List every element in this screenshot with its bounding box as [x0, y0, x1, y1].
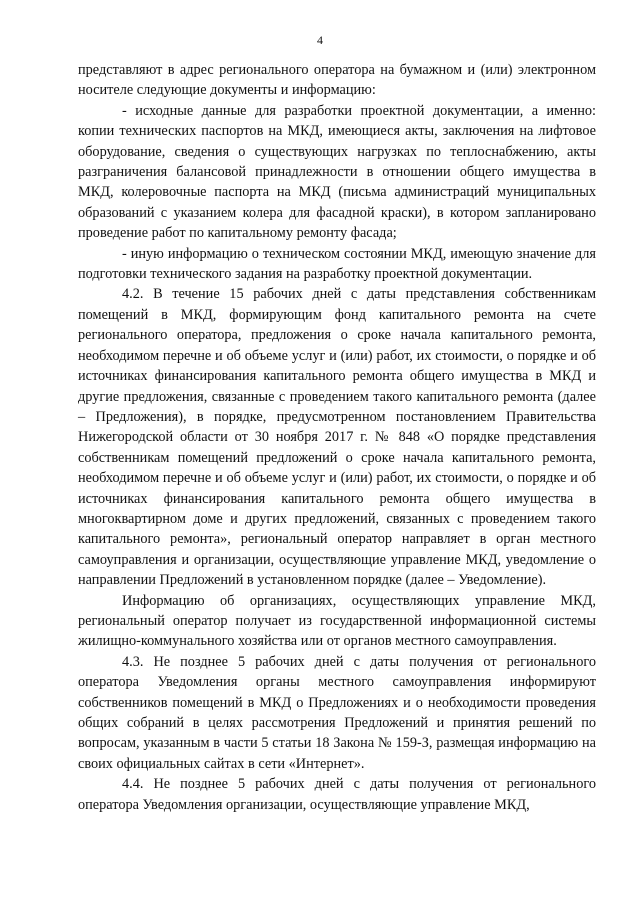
paragraph-documents-intro: представляют в адрес регионального оператора на бумажном и (или) электронном носителе следующие документы и информацию:	[78, 62, 596, 99]
paragraph-management-info: Информацию об организациях, осуществляющих управление МКД, региональный оператор получает из государственной информационной системы жилищно-коммунального хозяйства или от органов местного самоуправления.	[78, 592, 596, 650]
document-body	[78, 60, 596, 815]
paragraph-initial-data-item: - исходные данные для разработки проектной документации, а именно: копии технических паспортов на МКД, имеющиеся акты, заключения на лифтовое оборудование, сведения о существующих нагрузках по теплоснабжению, акты разграничения балансовой принадлежности в отношении общего имущества в МКД, колеровочные паспорта на МКД (письма администраций муниципальных образований с указанием колера для фасадной краски), в котором запланировано проведение работ по капитальному ремонту фасада;	[78, 102, 596, 242]
page-number: 4	[317, 33, 323, 47]
paragraph-4-4: 4.4. Не позднее 5 рабочих дней с даты получения от регионального оператора Уведомления организации, осуществляющие управление МКД,	[78, 776, 596, 813]
paragraph-4-3: 4.3. Не позднее 5 рабочих дней с даты получения от регионального оператора Уведомления органы местного самоуправления информируют собственников помещений в МКД о Предложениях и о необходимости проведения общих собраний в целях рассмотрения Предложений и принятия решений по вопросам, указанным в части 5 статьи 18 Закона № 159-З, размещая информацию на своих официальных сайтах в сети «Интернет».	[78, 653, 596, 772]
paragraph-4-2: 4.2. В течение 15 рабочих дней с даты представления собственникам помещений в МКД, формирующим фонд капитального ремонта на счете регионального оператора, предложения о сроке начала капитального ремонта, необходимом перечне и об объеме услуг и (или) работ, их стоимости, о порядке и об источниках финансирования капитального ремонта общего имущества в МКД и другие предложения, связанные с проведением такого капитального ремонта (далее – Предложения), в порядке, предусмотренном постановлением Правительства Нижегородской области от 30 ноября 2017 г. № 848 «О порядке представления собственникам помещений предложений о сроке начала капитального ремонта, необходимом перечне и об объеме услуг и (или) работ, их стоимости, о порядке и об источниках финансирования капитального ремонта общего имущества в многоквартирном доме и других предложений, связанных с проведением такого капитального ремонта», региональный оператор направляет в орган местного самоуправления и организации, осуществляющие управление МКД, уведомление о направлении Предложений в установленном порядке (далее – Уведомление).	[78, 286, 596, 589]
paragraph-technical-info-item: - иную информацию о техническом состоянии МКД, имеющую значение для подготовки технического задания на разработку проектной документации.	[78, 245, 596, 283]
